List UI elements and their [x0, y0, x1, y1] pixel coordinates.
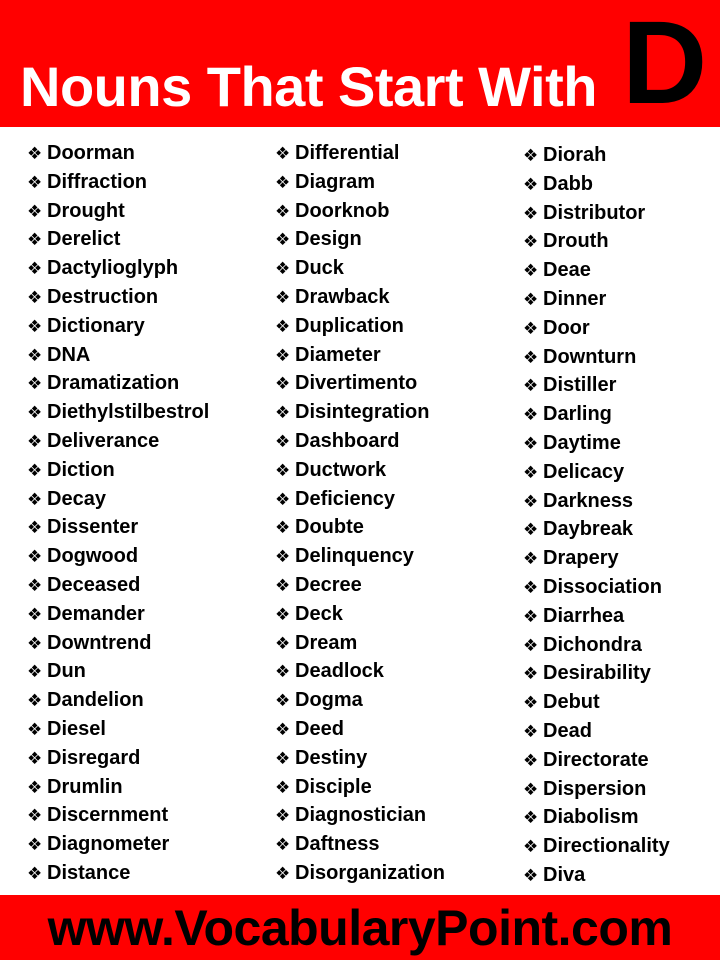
- list-item: [275, 398, 520, 427]
- diamond-bullet-icon: ❖: [27, 316, 43, 336]
- list-item: [523, 400, 720, 429]
- word-text: Dinner: [543, 287, 607, 310]
- word-text: Diethylstilbestrol: [47, 401, 210, 424]
- diamond-bullet-icon: ❖: [27, 863, 43, 883]
- word-text: Diabolism: [543, 806, 639, 829]
- list-item: [523, 285, 720, 314]
- diamond-bullet-icon: ❖: [275, 719, 291, 739]
- list-item: [523, 199, 720, 228]
- word-text: Doorknob: [295, 199, 390, 222]
- list-item: [275, 744, 520, 773]
- diamond-bullet-icon: ❖: [27, 719, 43, 739]
- word-text: Deed: [295, 717, 344, 740]
- word-text: Daytime: [543, 431, 621, 454]
- list-item: [275, 254, 520, 283]
- diamond-bullet-icon: ❖: [523, 635, 539, 655]
- list-item: [27, 427, 272, 456]
- diamond-bullet-icon: ❖: [27, 835, 43, 855]
- list-item: [275, 773, 520, 802]
- word-text: Duck: [295, 257, 344, 280]
- word-text: Distributor: [543, 201, 646, 224]
- word-text: Diagnostician: [295, 804, 427, 827]
- diamond-bullet-icon: ❖: [523, 146, 539, 165]
- list-item: [27, 629, 272, 658]
- diamond-bullet-icon: ❖: [523, 462, 539, 482]
- list-item: [27, 197, 272, 226]
- list-item: [27, 686, 272, 715]
- word-text: Dabb: [543, 172, 593, 195]
- word-text: Demander: [47, 602, 145, 625]
- word-text: Dissenter: [47, 516, 139, 539]
- diamond-bullet-icon: ❖: [523, 174, 539, 194]
- list-item: [27, 369, 272, 398]
- list-item: [523, 343, 720, 372]
- word-text: Dramatization: [47, 372, 180, 395]
- diamond-bullet-icon: ❖: [523, 808, 539, 828]
- diamond-bullet-icon: ❖: [523, 491, 539, 511]
- word-text: Disciple: [295, 775, 372, 798]
- diamond-bullet-icon: ❖: [523, 203, 539, 223]
- word-text: Decree: [295, 573, 362, 596]
- diamond-bullet-icon: ❖: [275, 460, 291, 480]
- word-text: Discernment: [47, 804, 169, 827]
- header-banner: [0, 0, 720, 127]
- word-text: Diffraction: [47, 170, 147, 193]
- diamond-bullet-icon: ❖: [523, 606, 539, 626]
- diamond-bullet-icon: ❖: [523, 289, 539, 309]
- word-text: Darling: [543, 403, 612, 426]
- diamond-bullet-icon: ❖: [27, 748, 43, 768]
- diamond-bullet-icon: ❖: [275, 144, 291, 163]
- list-item: [275, 456, 520, 485]
- list-item: [27, 744, 272, 773]
- diamond-bullet-icon: ❖: [275, 431, 291, 451]
- word-text: Distance: [47, 861, 131, 884]
- list-item: [523, 487, 720, 516]
- diamond-bullet-icon: ❖: [27, 287, 43, 307]
- list-item: [523, 746, 720, 775]
- word-text: Diameter: [295, 343, 381, 366]
- list-item: [27, 485, 272, 514]
- list-item: [523, 631, 720, 660]
- word-text: Dun: [47, 660, 86, 683]
- list-item: [275, 600, 520, 629]
- list-item: [275, 830, 520, 859]
- diamond-bullet-icon: ❖: [275, 575, 291, 595]
- diamond-bullet-icon: ❖: [275, 777, 291, 797]
- list-item: [523, 803, 720, 832]
- word-text: Deadlock: [295, 660, 384, 683]
- diamond-bullet-icon: ❖: [523, 664, 539, 684]
- list-item: [27, 715, 272, 744]
- diamond-bullet-icon: ❖: [275, 403, 291, 423]
- list-item: [275, 283, 520, 312]
- word-text: Decay: [47, 487, 106, 510]
- diamond-bullet-icon: ❖: [27, 777, 43, 797]
- list-item: [523, 227, 720, 256]
- diamond-bullet-icon: ❖: [275, 547, 291, 567]
- list-item: [275, 427, 520, 456]
- list-item: [27, 312, 272, 341]
- word-text: Diorah: [543, 144, 607, 166]
- word-text: Dispersion: [543, 777, 647, 800]
- list-item: [523, 515, 720, 544]
- word-text: Delinquency: [295, 545, 414, 568]
- word-text: Disorganization: [295, 861, 446, 884]
- diamond-bullet-icon: ❖: [27, 144, 43, 163]
- footer-banner: [0, 895, 720, 960]
- word-text: Daybreak: [543, 518, 634, 541]
- word-text: Darkness: [543, 489, 634, 512]
- list-item: [275, 715, 520, 744]
- diamond-bullet-icon: ❖: [523, 721, 539, 741]
- word-text: Destiny: [295, 746, 368, 769]
- list-item: [27, 542, 272, 571]
- diamond-bullet-icon: ❖: [275, 863, 291, 883]
- diamond-bullet-icon: ❖: [275, 316, 291, 336]
- list-item: [523, 458, 720, 487]
- word-text: Dissociation: [543, 575, 662, 598]
- diamond-bullet-icon: ❖: [523, 376, 539, 396]
- list-item: [275, 686, 520, 715]
- diamond-bullet-icon: ❖: [523, 693, 539, 713]
- diamond-bullet-icon: ❖: [275, 633, 291, 653]
- list-item: [27, 571, 272, 600]
- word-text: Diction: [47, 458, 115, 481]
- word-text: Desirability: [543, 662, 651, 685]
- word-text: Dictionary: [47, 314, 145, 337]
- word-text: DNA: [47, 343, 91, 366]
- word-text: Divertimento: [295, 372, 418, 395]
- diamond-bullet-icon: ❖: [275, 230, 291, 250]
- word-text: Doubte: [295, 516, 364, 539]
- list-item: [27, 225, 272, 254]
- list-item: [27, 801, 272, 830]
- word-column-2: [275, 139, 520, 888]
- word-column-1: [27, 139, 272, 888]
- list-item: [523, 602, 720, 631]
- diamond-bullet-icon: ❖: [275, 604, 291, 624]
- diamond-bullet-icon: ❖: [523, 837, 539, 857]
- diamond-bullet-icon: ❖: [275, 259, 291, 279]
- list-item: [27, 600, 272, 629]
- list-item: [523, 775, 720, 804]
- word-text: Disregard: [47, 746, 141, 769]
- word-text: Dogwood: [47, 545, 139, 568]
- diamond-bullet-icon: ❖: [523, 347, 539, 367]
- diamond-bullet-icon: ❖: [275, 374, 291, 394]
- diamond-bullet-icon: ❖: [275, 201, 291, 221]
- diamond-bullet-icon: ❖: [275, 287, 291, 307]
- list-item: [523, 573, 720, 602]
- diamond-bullet-icon: ❖: [27, 431, 43, 451]
- list-item: [275, 629, 520, 658]
- diamond-bullet-icon: ❖: [275, 662, 291, 682]
- word-text: Deficiency: [295, 487, 396, 510]
- word-text: Drought: [47, 199, 125, 222]
- word-text: Downtrend: [47, 631, 152, 654]
- diamond-bullet-icon: ❖: [27, 633, 43, 653]
- list-item: [523, 314, 720, 343]
- list-item: [275, 369, 520, 398]
- list-item: [27, 341, 272, 370]
- diamond-bullet-icon: ❖: [523, 865, 539, 885]
- word-text: Dichondra: [543, 633, 642, 656]
- word-text: Delicacy: [543, 460, 625, 483]
- list-item: [275, 341, 520, 370]
- word-text: Diagnometer: [47, 833, 170, 856]
- word-text: Drapery: [543, 547, 619, 570]
- word-text: Doorman: [47, 142, 135, 164]
- list-item: [275, 801, 520, 830]
- list-item: [275, 168, 520, 197]
- word-text: Diarrhea: [543, 604, 625, 627]
- diamond-bullet-icon: ❖: [275, 518, 291, 538]
- diamond-bullet-icon: ❖: [275, 806, 291, 826]
- website-url: www.VocabularyPoint.com: [47, 900, 673, 956]
- diamond-bullet-icon: ❖: [27, 691, 43, 711]
- diamond-bullet-icon: ❖: [27, 374, 43, 394]
- list-item: [27, 657, 272, 686]
- word-text: Diva: [543, 863, 586, 886]
- word-text: Deceased: [47, 573, 141, 596]
- word-text: Diesel: [47, 717, 106, 740]
- list-item: [27, 283, 272, 312]
- list-item: [523, 170, 720, 199]
- list-item: [275, 139, 520, 168]
- list-item: [27, 859, 272, 888]
- list-item: [275, 485, 520, 514]
- word-text: Daftness: [295, 833, 380, 856]
- word-text: Dashboard: [295, 429, 400, 452]
- diamond-bullet-icon: ❖: [27, 575, 43, 595]
- word-text: Derelict: [47, 228, 121, 251]
- word-text: Debut: [543, 691, 600, 714]
- diamond-bullet-icon: ❖: [27, 806, 43, 826]
- word-text: Drawback: [295, 285, 390, 308]
- diamond-bullet-icon: ❖: [275, 835, 291, 855]
- diamond-bullet-icon: ❖: [27, 345, 43, 365]
- word-text: Diagram: [295, 170, 376, 193]
- diamond-bullet-icon: ❖: [27, 403, 43, 423]
- list-item: [27, 254, 272, 283]
- diamond-bullet-icon: ❖: [275, 345, 291, 365]
- diamond-bullet-icon: ❖: [27, 230, 43, 250]
- list-item: [523, 659, 720, 688]
- word-column-3: [523, 141, 720, 890]
- list-item: [275, 571, 520, 600]
- list-item: [27, 456, 272, 485]
- list-item: [275, 312, 520, 341]
- word-text: Disintegration: [295, 401, 430, 424]
- diamond-bullet-icon: ❖: [27, 604, 43, 624]
- list-item: [275, 542, 520, 571]
- diamond-bullet-icon: ❖: [27, 259, 43, 279]
- list-item: [523, 256, 720, 285]
- word-text: Deae: [543, 259, 591, 282]
- diamond-bullet-icon: ❖: [27, 172, 43, 192]
- diamond-bullet-icon: ❖: [27, 201, 43, 221]
- word-text: Deliverance: [47, 429, 160, 452]
- diamond-bullet-icon: ❖: [275, 489, 291, 509]
- word-text: Directionality: [543, 835, 670, 858]
- word-text: Distiller: [543, 374, 617, 397]
- diamond-bullet-icon: ❖: [523, 750, 539, 770]
- word-text: Drumlin: [47, 775, 123, 798]
- diamond-bullet-icon: ❖: [27, 662, 43, 682]
- list-item: [523, 717, 720, 746]
- word-text: Duplication: [295, 314, 404, 337]
- diamond-bullet-icon: ❖: [27, 547, 43, 567]
- list-item: [27, 398, 272, 427]
- diamond-bullet-icon: ❖: [523, 318, 539, 338]
- page-title: Nouns That Start With: [20, 55, 597, 118]
- word-text: Drouth: [543, 230, 609, 253]
- list-item: [523, 371, 720, 400]
- word-text: Destruction: [47, 285, 159, 308]
- list-item: [27, 773, 272, 802]
- diamond-bullet-icon: ❖: [523, 520, 539, 540]
- list-item: [523, 832, 720, 861]
- diamond-bullet-icon: ❖: [523, 779, 539, 799]
- list-item: [275, 197, 520, 226]
- diamond-bullet-icon: ❖: [523, 261, 539, 281]
- word-text: Differential: [295, 142, 400, 164]
- word-text: Door: [543, 316, 590, 339]
- list-item: [27, 513, 272, 542]
- diamond-bullet-icon: ❖: [523, 232, 539, 252]
- diamond-bullet-icon: ❖: [523, 433, 539, 453]
- word-text: Dogma: [295, 689, 363, 712]
- list-item: [523, 429, 720, 458]
- word-text: Ductwork: [295, 458, 387, 481]
- diamond-bullet-icon: ❖: [27, 460, 43, 480]
- list-item: [523, 544, 720, 573]
- diamond-bullet-icon: ❖: [523, 577, 539, 597]
- word-text: Design: [295, 228, 362, 251]
- word-text: Dactylioglyph: [47, 257, 179, 280]
- list-item: [27, 139, 272, 168]
- list-item: [27, 830, 272, 859]
- list-item: [523, 141, 720, 170]
- word-text: Dandelion: [47, 689, 144, 712]
- word-text: Deck: [295, 602, 343, 625]
- diamond-bullet-icon: ❖: [27, 518, 43, 538]
- word-text: Downturn: [543, 345, 637, 368]
- word-text: Directorate: [543, 748, 649, 771]
- diamond-bullet-icon: ❖: [275, 748, 291, 768]
- diamond-bullet-icon: ❖: [523, 549, 539, 569]
- diamond-bullet-icon: ❖: [275, 172, 291, 192]
- word-columns: [0, 139, 720, 889]
- list-item: [275, 657, 520, 686]
- word-text: Dead: [543, 719, 592, 742]
- list-item: [523, 688, 720, 717]
- list-item: [275, 859, 520, 888]
- diamond-bullet-icon: ❖: [523, 405, 539, 425]
- title-letter: D: [622, 0, 708, 129]
- list-item: [27, 168, 272, 197]
- word-text: Dream: [295, 631, 358, 654]
- list-item: [523, 861, 720, 890]
- list-item: [275, 225, 520, 254]
- diamond-bullet-icon: ❖: [27, 489, 43, 509]
- list-item: [275, 513, 520, 542]
- diamond-bullet-icon: ❖: [275, 691, 291, 711]
